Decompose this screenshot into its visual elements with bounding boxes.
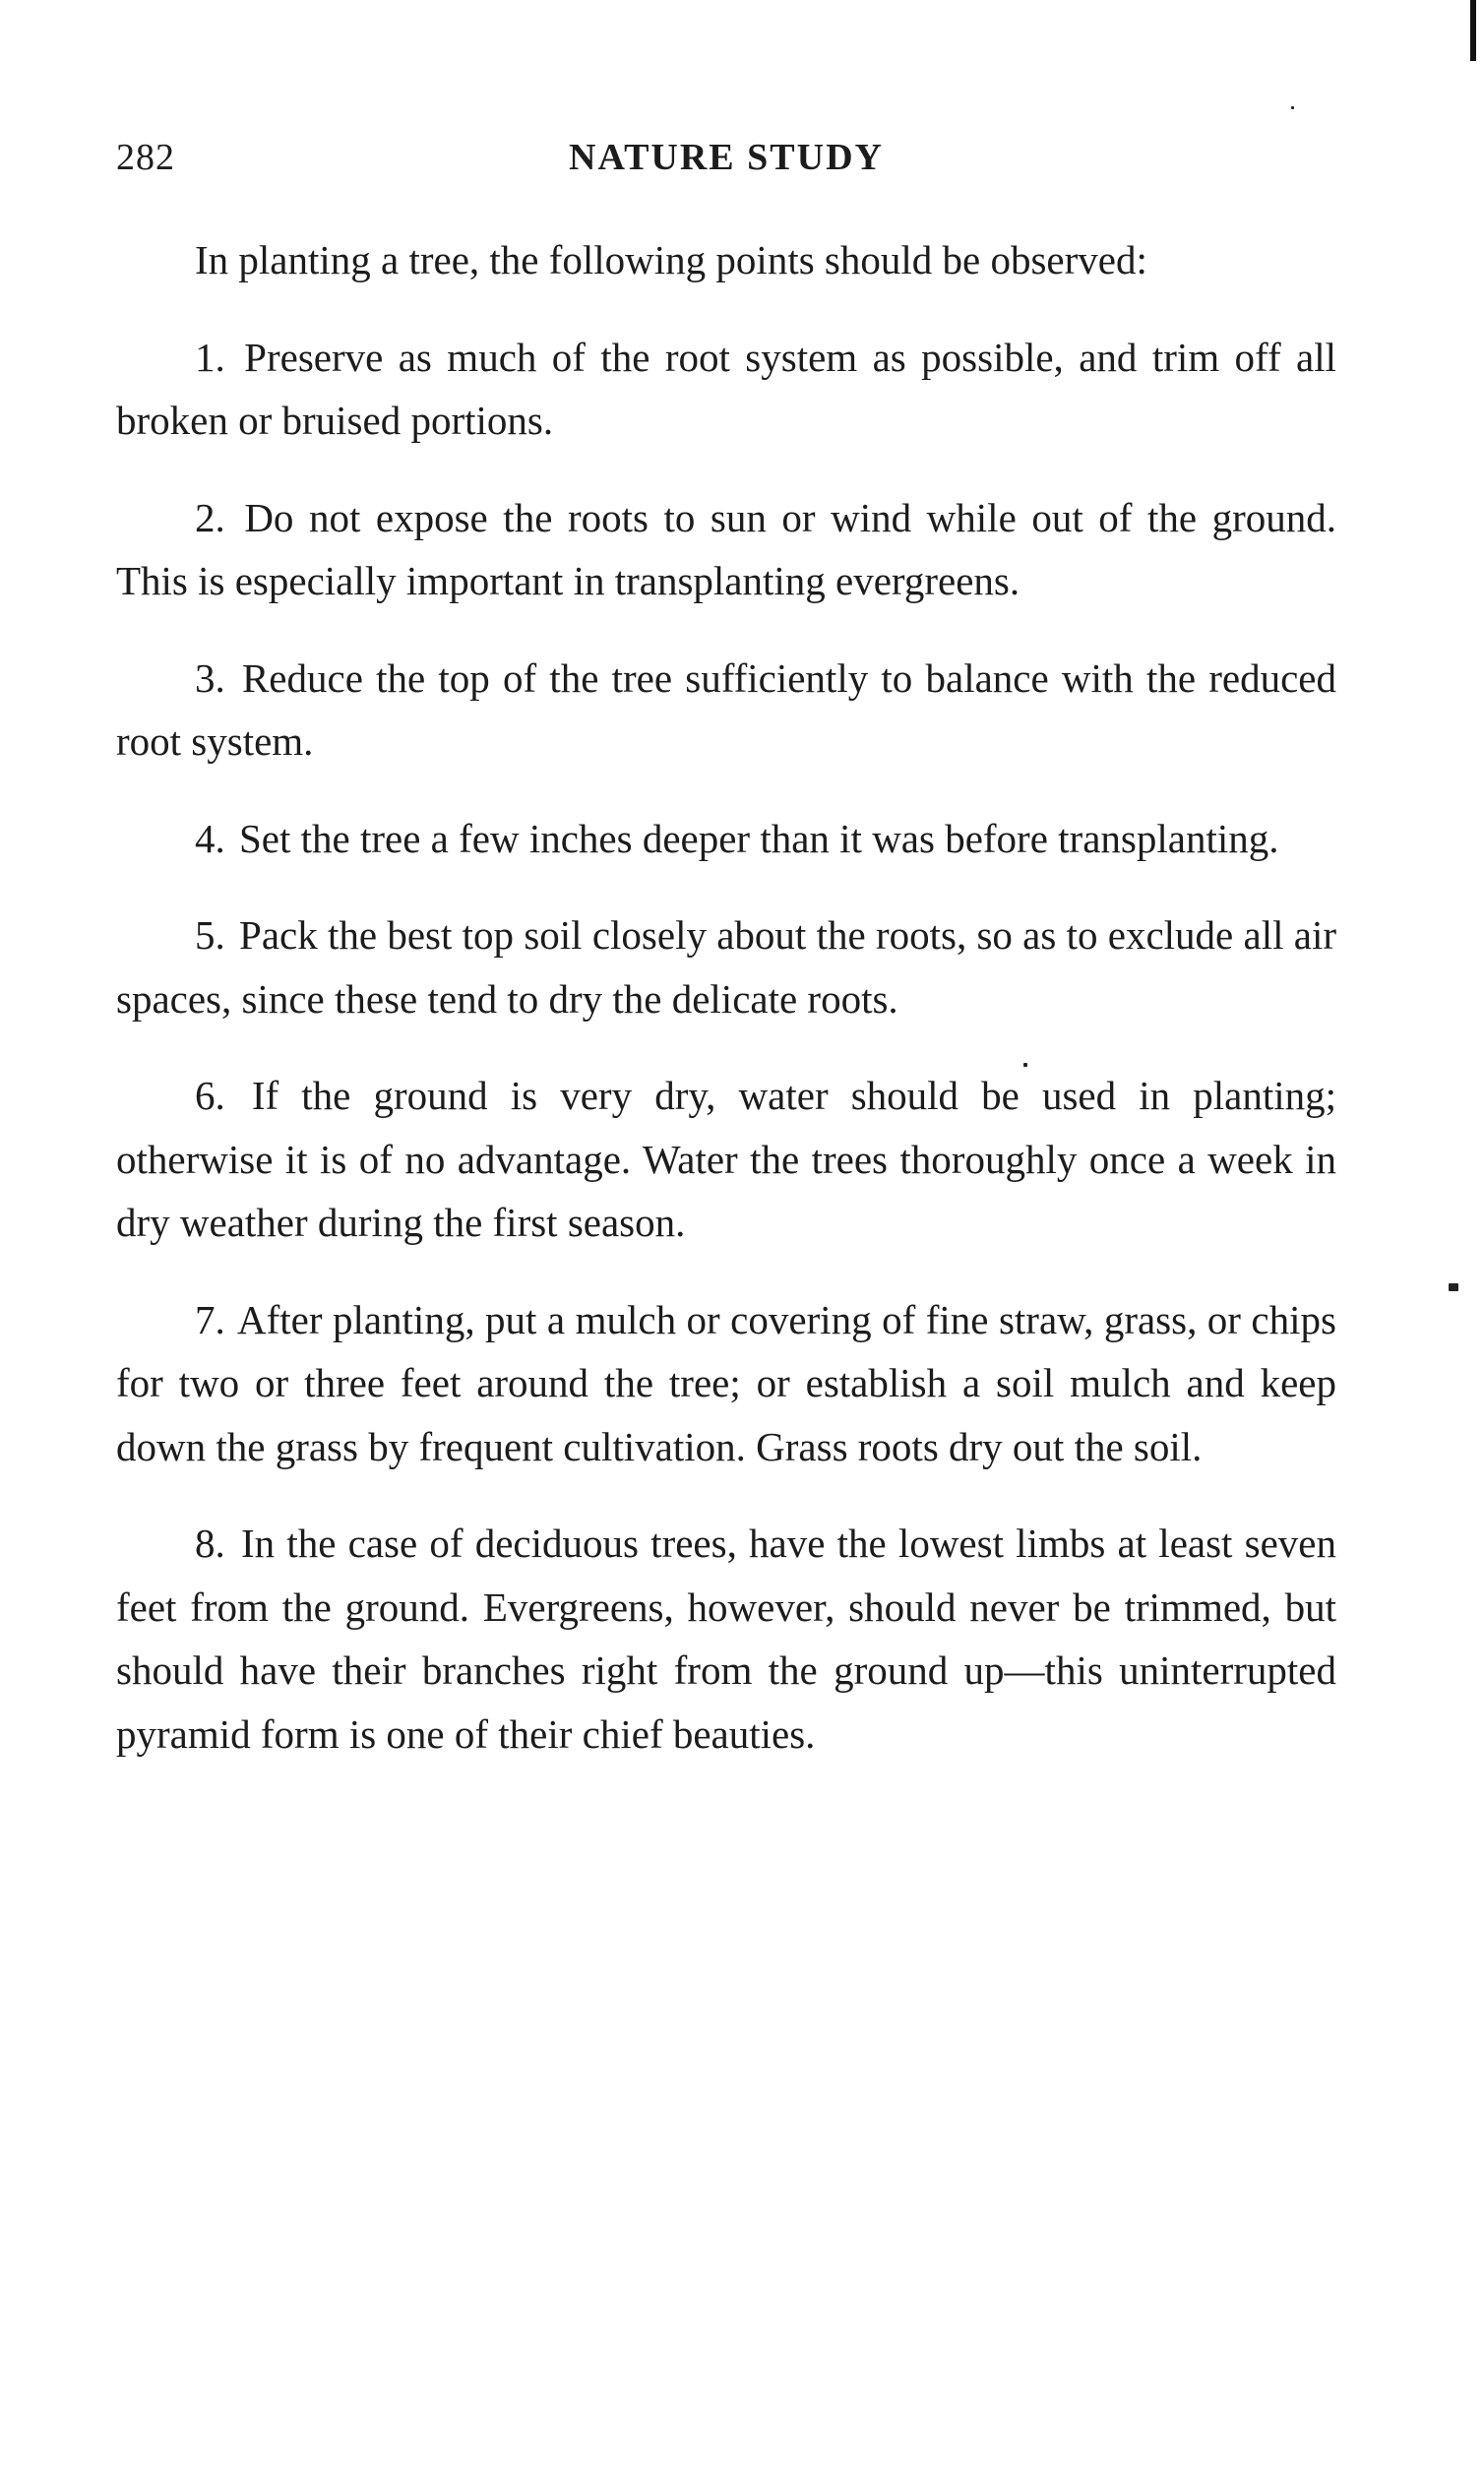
intro-paragraph: In planting a tree, the following points should be observed: [195,237,1147,282]
point-paragraph [116,326,1336,453]
point-text: Pack the best top soil closely about the roots, so as to exclude all air spaces, since these tend to dry the delicate roots. [116,912,1337,1022]
point-number: 6. [195,1073,225,1118]
point-paragraph [116,1512,1336,1766]
point-text: Do not expose the roots to sun or wind while out of the ground. This is especially important in transplanting evergreens. [116,494,1337,603]
page-number: 282 [116,137,175,178]
point-text: If the ground is very dry, water should be used in planting; otherwise it is of no advantage. Water the trees thoroughly once a week in dry weather during the first season. [116,1073,1337,1245]
point-number: 8. [195,1521,225,1566]
point-paragraph [116,807,1336,871]
point-number: 3. [195,654,225,701]
scan-speck [1449,1283,1458,1291]
body-text [116,228,1336,1799]
point-text: Preserve as much of the root system as possible, and trim off all broken or bruised portions. [116,334,1337,443]
point-text: In the case of deciduous trees, have the lowest limbs at least seven feet from the ground. Evergreens, however, should never be trimmed, but should have their branches right from the ground up—this uninterrupted pyramid form is one of their chief beauties. [116,1521,1336,1757]
point-paragraph [116,1288,1336,1479]
scan-edge-mark [1470,0,1476,61]
scan-speck [1291,106,1294,109]
scan-speck [1023,1063,1027,1067]
point-number: 1. [195,334,225,380]
point-number: 2. [195,494,225,540]
point-number: 4. [195,815,225,861]
point-paragraph [116,647,1336,774]
point-paragraph [116,903,1336,1030]
point-text: Set the tree a few inches deeper than it was before transplanting. [239,815,1279,861]
point-paragraph [116,486,1336,613]
running-title: NATURE STUDY [569,137,884,178]
point-text: Reduce the top of the tree sufficiently to balance with the reduced root system. [116,654,1336,764]
page-header [116,136,1336,195]
point-paragraph [116,1064,1336,1255]
point-text: After planting, put a mulch or covering of fine straw, grass, or chips for two or three feet around the tree; or establish a soil mulch and keep down the grass by frequent cultivation. Grass roots dry out the soil. [116,1296,1336,1469]
point-number: 7. [195,1296,225,1342]
point-number: 5. [195,912,225,958]
